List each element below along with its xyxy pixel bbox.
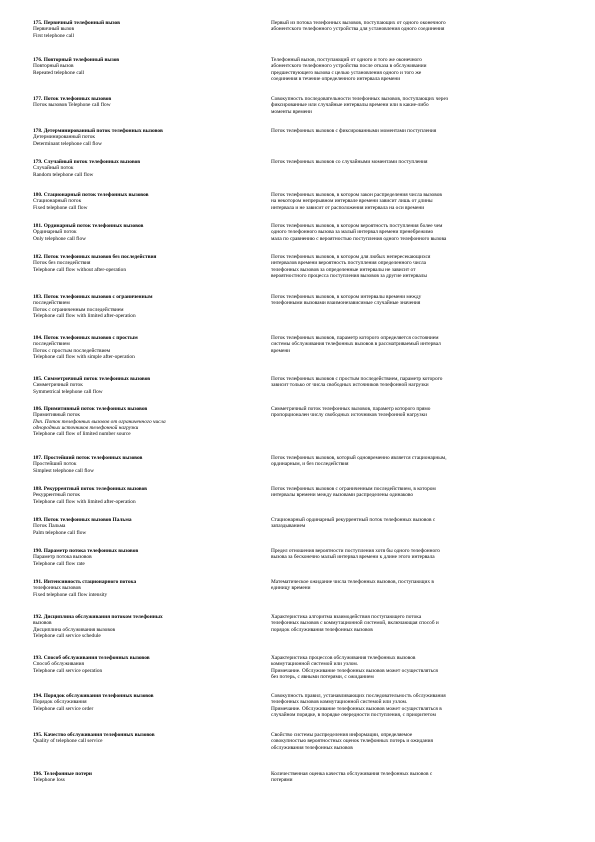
definition-line: Поток телефонных вызовов, который одновременно является стационарным, [271, 455, 447, 461]
definition-line: абонентского телефонного устройства после отказа в обслуживании [271, 63, 427, 70]
definition-line: Поток телефонных вызовов со случайными моментами поступления [271, 159, 428, 165]
term-synonym: Стационарный поток [33, 198, 82, 205]
term-entry-196 [33, 771, 565, 784]
term-entry-177 [33, 96, 565, 115]
definition-line: пропорционален числу свободных источников телефонной нагрузки [271, 412, 427, 419]
term-synonym: Telephone call flow with simple after-operation [33, 353, 135, 360]
definition-line: коммутационной системой или узлом. [271, 661, 359, 668]
term-column [33, 406, 271, 437]
term-column [33, 57, 271, 82]
term-column [33, 254, 271, 279]
term-synonym: Дисциплина обслуживания вызовов [33, 626, 116, 633]
term-column [33, 376, 271, 395]
definition-line: случайном порядке, в порядке очередности поступления, с приоритетом [271, 711, 436, 718]
term-synonym: Поток с простым последействием [33, 347, 111, 354]
definition-line: запаздыванием [271, 523, 306, 530]
definition-line: телефонных вызовов с коммутационной системой, включающая способ и [271, 620, 439, 627]
definition-line: моменты времени [271, 108, 312, 115]
definition-column [271, 376, 565, 395]
definition-line: системы обслуживания телефонных вызовов в рассматриваемый интервал [271, 341, 441, 348]
term-column [33, 335, 271, 360]
definition-line: Примечание. Обслуживание телефонных вызовов может осуществляться [271, 667, 438, 674]
definition-line: обслуживания телефонных вызовов [271, 744, 353, 751]
term-synonym: Пчп. Поток телефонных вызовов от ограниченного числа [33, 418, 166, 425]
term-synonym: Telephone call service operation [33, 667, 103, 674]
term-synonym: последействием [33, 300, 70, 307]
definition-line: Поток телефонных вызовов с ограниченным последействием, в котором [271, 486, 436, 492]
definition-line: интервала и не зависит от расположения интервала на оси времени [271, 204, 425, 211]
term-entry-185 [33, 376, 565, 395]
definition-line: Поток телефонных вызовов, в котором для любых непересекающихся [271, 254, 431, 260]
definition-column [271, 96, 565, 115]
definition-line: Совокупность последовательности телефонных вызовов, поступающих через [271, 96, 448, 102]
term-entry-176 [33, 57, 565, 82]
definition-column [271, 294, 565, 319]
definition-line: Свойство системы распределения информации, определяемое [271, 732, 413, 738]
term-synonym: Параметр потока вызовов [33, 554, 92, 561]
term-heading: 194. Порядок обслуживания телефонных вызовов [33, 693, 154, 699]
term-synonym: Ординарный поток [33, 229, 77, 236]
term-heading: 176. Повторный телефонный вызов [33, 57, 120, 63]
definition-line: фиксированные или случайные интервалы времени или в какие-либо [271, 102, 429, 109]
definition-line: одного телефонного вызова за малый интервал времени пренебрежимо [271, 229, 434, 236]
definition-column [271, 655, 565, 680]
term-entry-190 [33, 548, 565, 567]
definition-line: Количественная оценка качества обслуживания телефонных вызовов с [271, 771, 433, 777]
term-entry-191 [33, 579, 565, 598]
term-synonym: Random telephone call flow [33, 171, 94, 178]
term-column [33, 96, 271, 115]
term-synonym: Порядок обслуживания [33, 699, 87, 706]
definition-line: на некотором непрерывном интервале времени зависит лишь от длины [271, 198, 433, 205]
term-entry-194 [33, 693, 565, 718]
term-column [33, 517, 271, 536]
term-column [33, 128, 271, 147]
term-heading: 175. Первичный телефонный вызов [33, 20, 120, 26]
term-heading: 184. Поток телефонных вызовов с простым [33, 335, 138, 341]
definition-line: Поток телефонных вызовов, параметр которого определяется состоянием [271, 335, 439, 341]
term-column [33, 192, 271, 211]
definition-column [271, 223, 565, 242]
term-heading: 187. Простейший поток телефонных вызовов [33, 455, 143, 461]
term-entry-188 [33, 486, 565, 505]
definition-line: телефонных вызовов за определенные интервалы не зависит от [271, 266, 416, 273]
definition-line: Математическое ожидание числа телефонных вызовов, поступающих в [271, 579, 434, 585]
term-heading: 180. Стационарный поток телефонных вызовов [33, 192, 149, 198]
definition-line: Поток телефонных вызовов, в котором вероятность поступления более чем [271, 223, 443, 229]
term-synonym: Случайный поток [33, 165, 74, 172]
definition-line: потерями [271, 777, 293, 784]
definition-line: совокупностью вероятностных оценок телефонных потерь и ожидания [271, 738, 433, 745]
term-heading: 182. Поток телефонных вызовов без последействия [33, 254, 157, 260]
term-entry-186 [33, 406, 565, 437]
term-synonym: Telephone call flow with limited after-operation [33, 312, 136, 319]
term-column [33, 455, 271, 474]
term-synonym: Fixed telephone call flow intensity [33, 591, 108, 598]
definition-line: ординарным, и без последействия [271, 461, 349, 468]
term-synonym: Рекуррентный поток [33, 492, 81, 499]
term-synonym: Repeated telephone call [33, 69, 85, 76]
term-heading: 189. Поток телефонных вызовов Пальма [33, 517, 132, 523]
definition-line: Примечание. Обслуживание телефонных вызовов может осуществляться в [271, 705, 442, 712]
term-synonym: Telephone call flow of limited number source [33, 431, 131, 437]
term-synonym: Повторный вызов [33, 63, 74, 70]
definition-column [271, 192, 565, 211]
definition-line: вероятностного процесса поступления вызовов за другие интервалы [271, 272, 428, 279]
term-synonym: Поток вызовов Telephone call flow [33, 102, 111, 109]
definition-line: без потерь, с явными потерями, с ожиданием [271, 673, 374, 680]
definition-line: предшествующего вызова с целью установления одного и того же [271, 69, 422, 76]
term-entry-195 [33, 732, 565, 751]
term-column [33, 486, 271, 505]
term-synonym: Simplest telephone call flow [33, 467, 94, 474]
term-synonym: Telephone loss [33, 777, 65, 784]
term-synonym: Детерминированный поток [33, 134, 96, 141]
definition-column [271, 254, 565, 279]
term-entry-178 [33, 128, 565, 147]
term-column [33, 614, 271, 639]
term-synonym: Telephone call service order [33, 705, 94, 712]
term-entry-193 [33, 655, 565, 680]
definition-line: единицу времени [271, 585, 311, 592]
term-entry-189 [33, 517, 565, 536]
term-column [33, 294, 271, 319]
term-entry-184 [33, 335, 565, 360]
term-synonym: Простейший поток [33, 461, 77, 468]
definition-line: телефонных вызовов коммутационной системой или узлом. [271, 699, 408, 706]
definition-line: Совокупность правил, устанавливающих последовательность обслуживания [271, 693, 446, 699]
term-synonym: Telephone call flow rate [33, 560, 85, 567]
term-synonym: Determinant telephone call flow [33, 140, 102, 147]
term-heading: 177. Поток телефонных вызовов [33, 96, 112, 102]
term-synonym: Telephone call service schedule [33, 632, 101, 639]
term-entry-192 [33, 614, 565, 639]
definition-line: Поток телефонных вызовов с фиксированными моментами поступления [271, 128, 437, 134]
definition-line: телефонными вызовами взаимонезависимые случайные значения [271, 300, 421, 307]
definition-column [271, 579, 565, 598]
definition-line: Симметричный поток телефонных вызовов, параметр которого прямо [271, 406, 431, 412]
term-heading: 195. Качество обслуживания телефонных вызовов [33, 732, 155, 738]
definition-line: времени [271, 347, 291, 354]
term-synonym: Первичный вызов [33, 26, 75, 33]
term-synonym: Симметричный поток [33, 382, 83, 389]
term-synonym: вызовов [33, 620, 52, 627]
term-entry-181 [33, 223, 565, 242]
term-synonym: Примитивный поток [33, 412, 80, 419]
definition-line: вызова за бесконечно малый интервал времени к длине этого интервала [271, 554, 435, 561]
term-entry-180 [33, 192, 565, 211]
definition-line: Характеристика алгоритма взаимодействия поступающего потока [271, 614, 422, 620]
term-synonym: однородных источников телефонной нагрузки [33, 424, 139, 431]
term-column [33, 771, 271, 784]
term-heading: 196. Телефонные потери [33, 771, 92, 777]
definition-line: интервалов времени вероятность поступления определенного числа [271, 260, 427, 267]
definition-column [271, 406, 565, 437]
definition-column [271, 159, 565, 178]
term-synonym: Only telephone call flow [33, 235, 86, 242]
term-synonym: Поток без последействия [33, 260, 91, 267]
definition-column [271, 614, 565, 639]
term-heading: 193. Способ обслуживания телефонных вызовов [33, 655, 150, 661]
term-heading: 186. Примитивный поток телефонных вызовов [33, 406, 148, 412]
definition-line: порядок обслуживания телефонных вызовов [271, 626, 373, 633]
definition-column [271, 57, 565, 82]
definition-line: интервалы времени между вызовами распределены одинаково [271, 492, 414, 499]
term-synonym: Поток с ограниченным последействием [33, 306, 124, 313]
term-column [33, 223, 271, 242]
term-heading: 191. Интенсивность стационарного потока [33, 579, 137, 585]
definition-column [271, 455, 565, 474]
term-heading: 192. Дисциплина обслуживания потоком телефонных [33, 614, 163, 620]
term-synonym: Telephone call flow without after-operation [33, 266, 126, 273]
term-column [33, 159, 271, 178]
term-entry-183 [33, 294, 565, 319]
term-synonym: Symmetrical telephone call flow [33, 388, 103, 395]
term-column [33, 693, 271, 718]
term-column [33, 579, 271, 598]
definition-line: мала по сравнению с вероятностью поступления одного телефонного вызова [271, 235, 447, 242]
definition-line: Предел отношения вероятности поступления хотя бы одного телефонного [271, 548, 440, 554]
definition-column [271, 548, 565, 567]
term-heading: 190. Параметр потока телефонных вызовов [33, 548, 139, 554]
definition-line: Поток телефонных вызовов, в котором интервалы времени между [271, 294, 422, 300]
term-column [33, 732, 271, 751]
definition-line: Поток телефонных вызовов с простым последействием, параметр которого [271, 376, 443, 382]
definition-column [271, 771, 565, 784]
term-synonym: Telephone call flow with limited after-operation [33, 498, 136, 505]
term-heading: 183. Поток телефонных вызовов с ограниченным [33, 294, 153, 300]
term-synonym: последействием [33, 341, 70, 348]
term-column [33, 20, 271, 39]
definition-line: соединения в течение определенного интервала времени [271, 75, 401, 82]
term-column [33, 655, 271, 680]
definition-column [271, 693, 565, 718]
definition-line: Характеристика процессов обслуживания телефонных вызовов [271, 655, 416, 661]
definition-line: Телефонный вызов, поступающий от одного и того же оконечного [271, 57, 422, 63]
term-entry-182 [33, 254, 565, 279]
term-heading: 178. Детерминированный поток телефонных вызовов [33, 128, 163, 134]
definition-line: Стационарный ординарный рекуррентный поток телефонных вызовов с [271, 517, 436, 523]
definition-line: зависит только от числа свободных источников телефонной нагрузки [271, 382, 429, 389]
term-synonym: Fixed telephone call flow [33, 204, 88, 211]
term-entry-175 [33, 20, 565, 39]
term-synonym: Palm telephone call flow [33, 529, 87, 536]
definition-column [271, 335, 565, 360]
definition-column [271, 128, 565, 147]
term-heading: 185. Симметричный поток телефонных вызовов [33, 376, 151, 382]
term-heading: 188. Рекуррентный поток телефонных вызовов [33, 486, 148, 492]
term-column [33, 548, 271, 567]
definition-column [271, 20, 565, 39]
term-synonym: Способ обслуживания [33, 661, 84, 668]
term-entry-187 [33, 455, 565, 474]
definition-column [271, 486, 565, 505]
definition-line: Поток телефонных вызовов, в котором закон распределения числа вызовов [271, 192, 442, 198]
definition-line: абонентского телефонного устройства для установления одного соединения [271, 26, 445, 33]
term-synonym: Quality of telephone call service [33, 738, 103, 745]
term-synonym: Поток Пальма [33, 523, 66, 530]
term-heading: 179. Случайный поток телефонных вызовов [33, 159, 141, 165]
term-heading: 181. Ординарный поток телефонных вызовов [33, 223, 144, 229]
definition-column [271, 732, 565, 751]
definition-line: Первый из потока телефонных вызовов, поступающих от одного оконечного [271, 20, 446, 26]
term-synonym: First telephone call [33, 32, 74, 39]
term-entry-179 [33, 159, 565, 178]
term-synonym: телефонных вызовов [33, 585, 81, 592]
definition-column [271, 517, 565, 536]
